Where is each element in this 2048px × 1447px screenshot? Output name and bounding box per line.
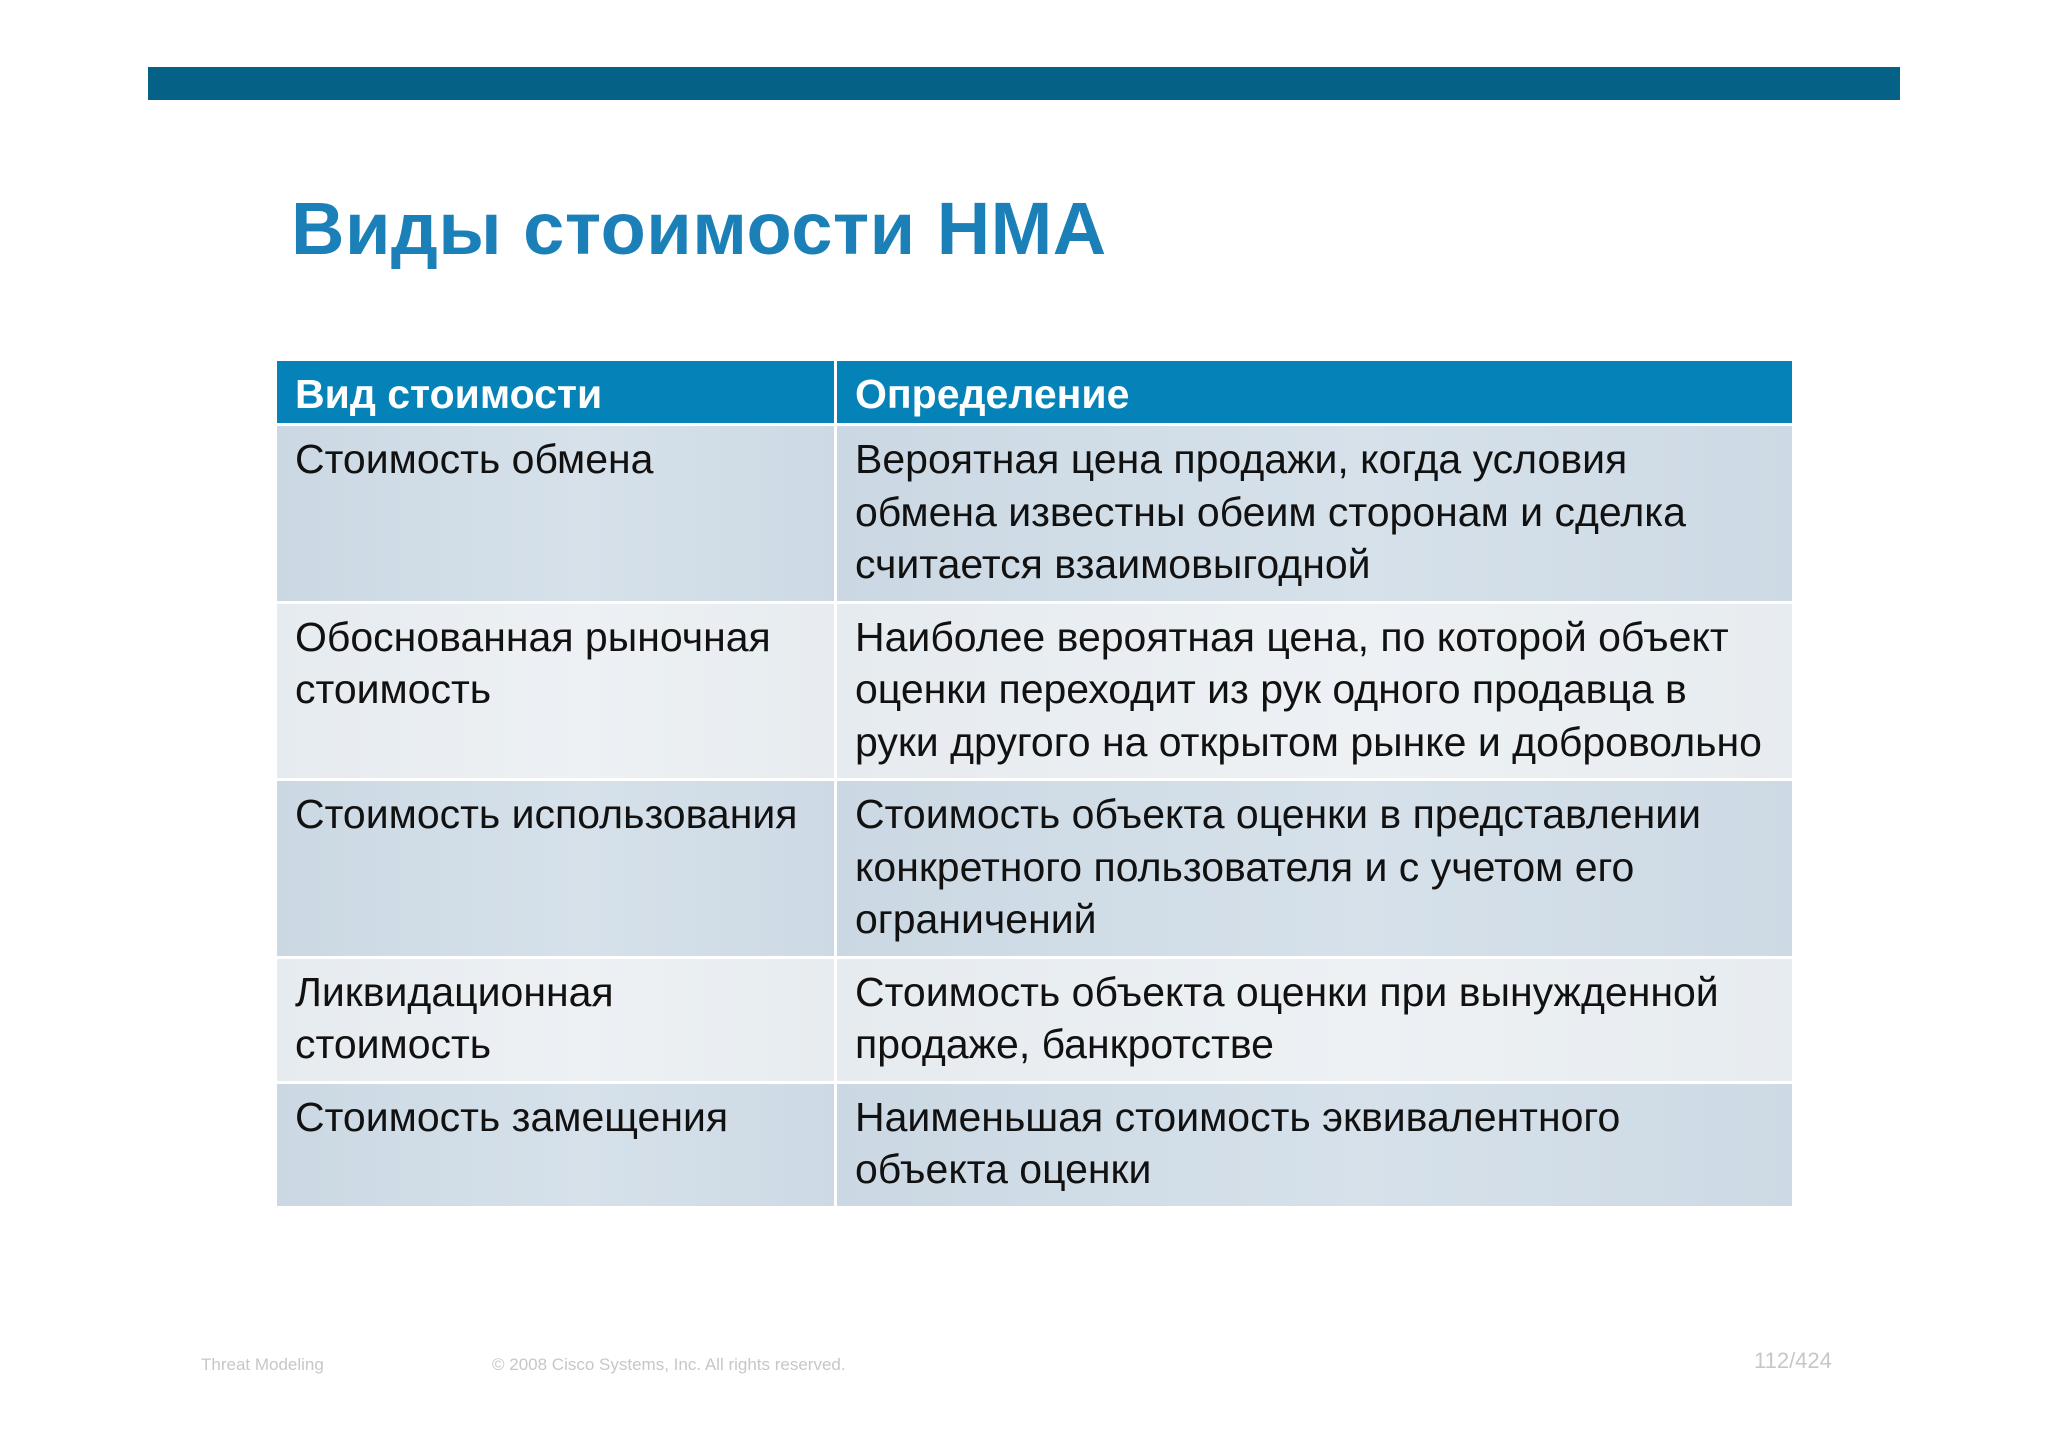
header-definition: Определение bbox=[836, 360, 1794, 425]
table-header-row bbox=[276, 360, 1794, 425]
value-type-cell: Стоимость обмена bbox=[276, 425, 836, 603]
page-number: 112/424 bbox=[1754, 1348, 1832, 1373]
value-type-cell: Стоимость замещения bbox=[276, 1082, 836, 1207]
table-row bbox=[276, 1082, 1794, 1207]
definition-cell: Наиболее вероятная цена, по которой объект оценки переходит из рук одного продавца в руки другого на открытом рынке и добровольно bbox=[836, 602, 1794, 780]
slide-title: Виды стоимости НМА bbox=[291, 187, 1107, 270]
value-type-cell: Стоимость использования bbox=[276, 780, 836, 958]
table-row bbox=[276, 602, 1794, 780]
table-row bbox=[276, 957, 1794, 1082]
definition-cell: Стоимость объекта оценки в представлении конкретного пользователя и с учетом его ограничений bbox=[836, 780, 1794, 958]
definition-cell: Наименьшая стоимость эквивалентного объекта оценки bbox=[836, 1082, 1794, 1207]
top-accent-bar bbox=[148, 67, 1900, 100]
footer-copyright: © 2008 Cisco Systems, Inc. All rights reserved. bbox=[492, 1355, 846, 1374]
table-row bbox=[276, 780, 1794, 958]
value-type-cell: Ликвидационная стоимость bbox=[276, 957, 836, 1082]
definition-cell: Стоимость объекта оценки при вынужденной продаже, банкротстве bbox=[836, 957, 1794, 1082]
value-type-cell: Обоснованная рыночная стоимость bbox=[276, 602, 836, 780]
table-row bbox=[276, 425, 1794, 603]
header-value-type: Вид стоимости bbox=[276, 360, 836, 425]
footer-course-name: Threat Modeling bbox=[201, 1355, 324, 1374]
definition-cell: Вероятная цена продажи, когда условия обмена известны обеим сторонам и сделка считается взаимовыгодной bbox=[836, 425, 1794, 603]
value-types-table bbox=[274, 358, 1795, 1209]
